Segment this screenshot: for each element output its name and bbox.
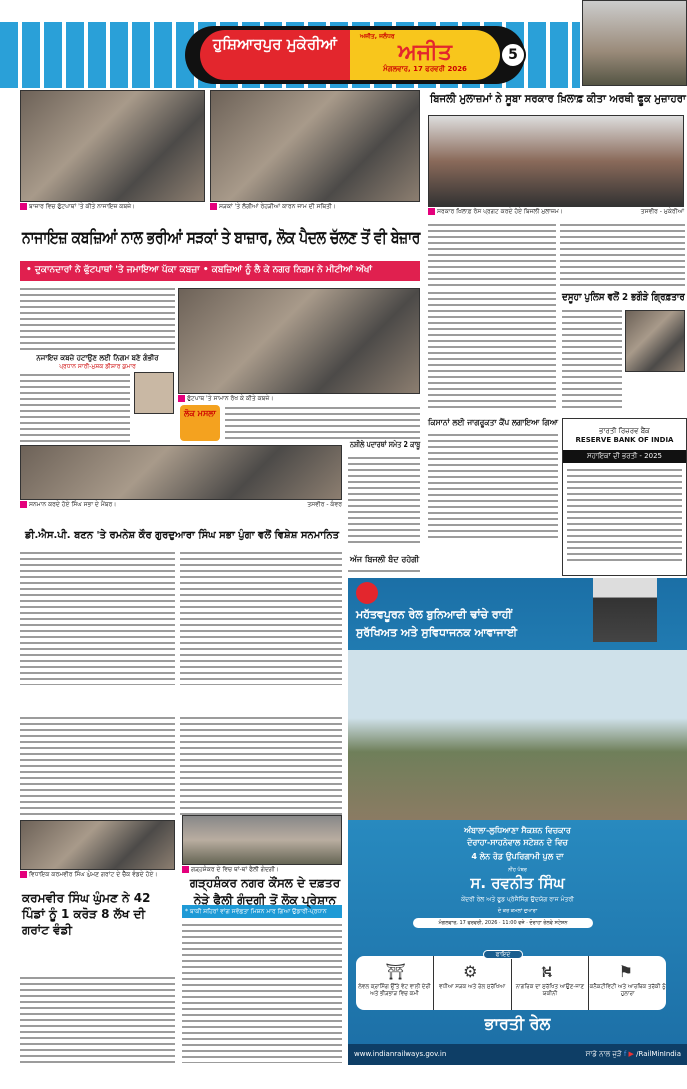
ad-brand: ਭਾਰਤੀ ਰੇਲ bbox=[484, 1014, 551, 1033]
railway-logo-icon bbox=[356, 582, 378, 604]
body-text bbox=[180, 715, 342, 815]
body-text bbox=[560, 222, 685, 288]
railway-ad bbox=[348, 578, 687, 1065]
market-photo-2 bbox=[210, 90, 420, 202]
page-number: 5 bbox=[500, 42, 526, 68]
ad-url: www.indianrailways.gov.in bbox=[354, 1050, 447, 1058]
camp-headline: ਡੀ.ਐਸ.ਪੀ. ਬਣਨ 'ਤੇ ਰਮਨੇਸ਼ ਕੌਰ ਗੁਰਦੁਆਰਾ ਸਿੰਘ ਸਭਾ ਪੁੰਗਾ ਵਲੋਂ ਵਿਸ਼ੇਸ਼ ਸਨਮਾਨਿਤ bbox=[25, 530, 340, 541]
benefit-item: ⛕ ਨਾਗਰਿਕ ਦਾ ਸੁਰੱਖਿਤ ਆਉਣ-ਜਾਣ ਯਕੀਨੀ bbox=[512, 956, 590, 1010]
power-cut-headline: ਅੱਜ ਬਿਜਲੀ ਬੰਦ ਰਹੇਗੀ bbox=[350, 555, 420, 564]
garbage-headline: ਗੜ੍ਹਸ਼ੰਕਰ ਨਗਰ ਕੌਂਸਲ ਦੇ ਦਫ਼ਤਰ ਨੇੜੇ ਫੈਲੀ ਗੰਦਗੀ ਤੋਂ ਲੋਕ ਪ੍ਰੇਸ਼ਾਨ bbox=[189, 876, 341, 907]
grant-headline: ਕਰਮਵੀਰ ਸਿੰਘ ਘੁੰਮਣ ਨੇ 42 ਪਿੰਡਾਂ ਨੂੰ 1 ਕਰੋੜ 8 ਲੱਖ ਦੀ ਗਰਾਂਟ ਵੰਡੀ bbox=[22, 890, 175, 938]
ad-by: ਦੇ ਕਰ ਕਮਲਾਂ ਦੁਆਰਾ bbox=[497, 908, 538, 914]
benefit-item: ⚙ ਵਧੀਆ ਸੜਕ ਅਤੇ ਰੇਲ ਸੁਰੱਖਿਆ bbox=[434, 956, 512, 1010]
paper-tag: ਅਜੀਤ, ਜਲੰਧਰ bbox=[360, 33, 395, 40]
drugs-headline: ਨਸ਼ੀਲੇ ਪਦਾਰਥਾਂ ਸਮੇਤ 2 ਕਾਬੂ bbox=[350, 440, 421, 449]
dasuya-headline: ਦਸੂਹਾ ਪੁਲਿਸ ਵਲੋਂ 2 ਭਗੌੜੇ ਗ੍ਰਿਫ਼ਤਾਰ bbox=[562, 292, 685, 303]
gurdwara-photo bbox=[20, 445, 342, 500]
market-photo-3 bbox=[178, 288, 420, 394]
body-text bbox=[428, 222, 556, 288]
body-text bbox=[20, 715, 175, 815]
power-protest-headline: ਬਿਜਲੀ ਮੁਲਾਜ਼ਮਾਂ ਨੇ ਸੂਬਾ ਸਰਕਾਰ ਖ਼ਿਲਾਫ਼ ਕੀਤਾ ਅਰਥੀ ਫੂਕ ਮੁਜ਼ਾਹਰਾ bbox=[430, 92, 686, 105]
grant-photo bbox=[20, 820, 175, 870]
body-text bbox=[428, 432, 558, 542]
paper-logo bbox=[350, 30, 500, 80]
body-text bbox=[20, 286, 175, 352]
body-text bbox=[348, 568, 420, 576]
body-text bbox=[562, 308, 622, 408]
photo-caption: ਸੜਕਾਂ 'ਤੇ ਲੱਗੀਆਂ ਰੇਹੜੀਆਂ ਕਾਰਨ ਜਾਮ ਦੀ ਸਥਿਤੀ। bbox=[210, 203, 420, 211]
minister-role: ਕੇਂਦਰੀ ਰੇਲ ਅਤੇ ਫੂਡ ਪ੍ਰੋਸੈਸਿੰਗ ਉਦਯੋਗ ਰਾਜ ਮੰਤਰੀ bbox=[461, 896, 574, 903]
market-photo-1 bbox=[20, 90, 205, 202]
main-headline: ਨਾਜਾਇਜ਼ ਕਬਜ਼ਿਆਂ ਨਾਲ ਭਰੀਆਂ ਸੜਕਾਂ ਤੇ ਬਾਜ਼ਾਰ, ਲੋਕ ਪੈਦਲ ਚੱਲਣ ਤੋਂ ਵੀ ਬੇਜ਼ਾਰ bbox=[22, 228, 420, 248]
issue-date: ਮੰਗਲਵਾਰ, 17 ਫਰਵਰੀ 2026 bbox=[383, 65, 467, 73]
body-text bbox=[20, 372, 130, 442]
rbi-name-en: RESERVE BANK OF INDIA bbox=[575, 436, 674, 444]
garbage-photo bbox=[182, 815, 342, 865]
benefit-item: ⚑ ਕਨੈਕਟੀਵਿਟੀ ਅਤੇ ਆਰਥਿਕ ਤਰੱਕੀ ਨੂੰ ਹੁਲਾਰਾ bbox=[589, 962, 666, 997]
crossing-icon: ⛩ bbox=[385, 962, 406, 981]
photo-caption: ਫੁੱਟਪਾਥ 'ਤੇ ਸਾਮਾਨ ਰੱਖ ਕੇ ਕੀਤੇ ਕਬਜ਼ੇ। bbox=[178, 395, 420, 403]
photo-caption: ਗੜ੍ਹਸ਼ੰਕਰ ਦੇ ਵਿਚ ਥਾਂ-ਥਾਂ ਫੈਲੀ ਗੰਦਗੀ। bbox=[182, 866, 342, 874]
rbi-notice bbox=[562, 418, 687, 576]
ad-line-2: ਦੋਰਾਹਾ-ਸਾਹਨੇਵਾਲ ਸਟੇਸ਼ਨ ਦੇ ਵਿਚ bbox=[467, 838, 568, 847]
photo-caption: ਬਾਜ਼ਾਰ ਵਿਚ ਫੁੱਟਪਾਥਾਂ 'ਤੇ ਕੀਤੇ ਨਾਜਾਇਜ਼ ਕਬਜ਼ੇ। bbox=[20, 203, 205, 211]
box-title: ਨਜਾਇਜ਼ ਕਬਜ਼ੇ ਹਟਾਉਣ ਲਈ ਨਿਗਮ ਬਣੇ ਗੰਭੀਰ bbox=[36, 354, 159, 362]
photo-caption: ਸਰਕਾਰ ਖ਼ਿਲਾਫ਼ ਰੋਸ ਪ੍ਰਗਟ ਕਰਦੇ ਹੋਏ ਬਿਜਲੀ ਮੁਲਾਜ਼ਮ। ਤਸਵੀਰ - ਮੁਕੇਰੀਆਂ bbox=[428, 208, 684, 216]
rbi-bar: ਸਹਾਇਕਾਂ ਦੀ ਭਰਤੀ - 2025 bbox=[563, 450, 686, 463]
bridge-photo bbox=[348, 650, 687, 820]
ad-title-1: ਮਹੱਤਵਪੂਰਨ ਰੇਲ ਬੁਨਿਆਦੀ ਢਾਂਚੇ ਰਾਹੀਂ bbox=[356, 608, 512, 621]
minister-photo bbox=[593, 578, 657, 642]
ad-title-2: ਸੁਰੱਖਿਅਤ ਅਤੇ ਸੁਵਿਧਾਜਨਕ ਆਵਾਜਾਈ bbox=[356, 626, 518, 639]
photo-caption: ਸਨਮਾਨ ਕਰਦੇ ਹੋਏ ਸਿੰਘ ਸਭਾ ਦੇ ਮੈਂਬਰ। ਤਸਵੀਰ - ਕੰਵਰ bbox=[20, 501, 342, 509]
social-handle: /RailMinIndia bbox=[636, 1050, 681, 1058]
body-text bbox=[348, 455, 420, 545]
paper-name: ਅਜੀਤ bbox=[398, 40, 452, 65]
ad-line-1: ਅੰਬਾਲਾ-ਲੁਧਿਆਣਾ ਸੈਕਸ਼ਨ ਵਿਚਕਾਰ bbox=[464, 826, 571, 835]
garbage-subheadline: * ਬਾਕੀ ਸ਼ਹਿਰਾਂ ਵਾਂਗ ਸਵੱਛਤਾ ਮਿਸ਼ਨ ਮਾਰ ਗਿਆ ਉਡਾਰੀ-ਪ੍ਰਧਾਨ bbox=[182, 905, 342, 918]
follow-label: ਸਾਡੇ ਨਾਲ ਜੁੜੋ bbox=[585, 1050, 622, 1058]
body-text bbox=[20, 550, 175, 685]
ad-line-4: ਨੀਂਹ ਪੱਥਰ bbox=[508, 867, 527, 873]
body-text bbox=[20, 975, 175, 1063]
road-rail-icon: ⚙ bbox=[463, 962, 478, 981]
main-subheadline: • ਦੁਕਾਨਦਾਰਾਂ ਨੇ ਫੁੱਟਪਾਥਾਂ 'ਤੇ ਜਮਾਇਆ ਪੱਕਾ ਕਬਜ਼ਾ • ਕਬਜ਼ਿਆਂ ਨੂੰ ਲੈ ਕੇ ਨਗਰ ਨਿਗਮ ਨੇ ਮੀਟੀਆਂ ਅੱਖਾਂ bbox=[20, 261, 420, 281]
body-text bbox=[225, 405, 420, 441]
body-text bbox=[180, 550, 342, 685]
benefits-list bbox=[356, 956, 666, 1010]
photo-caption: ਵਿਧਾਇਕ ਕਰਮਵੀਰ ਸਿੰਘ ਘੁੰਮਣ ਗਰਾਂਟ ਦੇ ਚੈੱਕ ਵੰਡਦੇ ਹੋਏ। bbox=[20, 871, 175, 879]
masthead bbox=[0, 22, 580, 88]
rbi-text bbox=[567, 467, 682, 562]
minister-name: ਸ. ਰਵਨੀਤ ਸਿੰਘ bbox=[470, 874, 565, 892]
ad-line-3: 4 ਲੇਨ ਰੋਡ ਉਪਰਿਗਾਮੀ ਪੁਲ ਦਾ bbox=[471, 852, 564, 861]
body-text bbox=[428, 290, 556, 410]
rbi-name-pa: ਭਾਰਤੀ ਰਿਜ਼ਰਵ ਬੈਂਕ bbox=[599, 427, 650, 435]
event-details: ਮੰਗਲਵਾਰ, 17 ਫਰਵਰੀ, 2026 · 11:00 ਵਜੇ · ਦੋਰਾਹਾ ਰੇਲਵੇ ਸਟੇਸ਼ਨ bbox=[413, 918, 593, 928]
protest-photo bbox=[428, 115, 684, 207]
edition-name: ਹੁਸ਼ਿਆਰਪੁਰ ਮੁਕੇਰੀਆਂ bbox=[200, 30, 350, 80]
farm-headline: ਕਿਸਾਨਾਂ ਲਈ ਜਾਗਰੂਕਤਾ ਕੈਂਪ ਲਗਾਇਆ ਗਿਆ bbox=[428, 418, 558, 427]
highway-icon: ⛕ bbox=[540, 962, 553, 981]
growth-icon: ⚑ bbox=[618, 962, 633, 981]
benefit-item: ⛩ ਲੇਵਲ ਕ੍ਰਾਸਿੰਗ ਉੱਤੇ ਵੇਟ ਵਾਲੀ ਦੇਰੀ ਅਤੇ ਭੀੜਭਾੜ ਵਿਚ ਕਮੀ bbox=[356, 956, 434, 1010]
person-photo bbox=[134, 372, 174, 414]
clock-tower-photo bbox=[582, 0, 687, 86]
body-text bbox=[182, 922, 342, 1063]
arrest-photo bbox=[625, 310, 685, 372]
lok-masla-badge: ਲੋਕ ਮਸਲਾ bbox=[180, 405, 220, 441]
benefits-label: ਫਾਇਦੇ bbox=[483, 950, 523, 959]
box-person: ਪ੍ਰਧਾਨ ਸਾਰੀ-ਮੁਸ਼ਕ ਡੀਸ਼ਾਰ ਕੁਮਾਰ bbox=[59, 363, 136, 370]
youtube-icon: ▶ bbox=[628, 1050, 634, 1058]
facebook-icon: f bbox=[623, 1050, 627, 1058]
